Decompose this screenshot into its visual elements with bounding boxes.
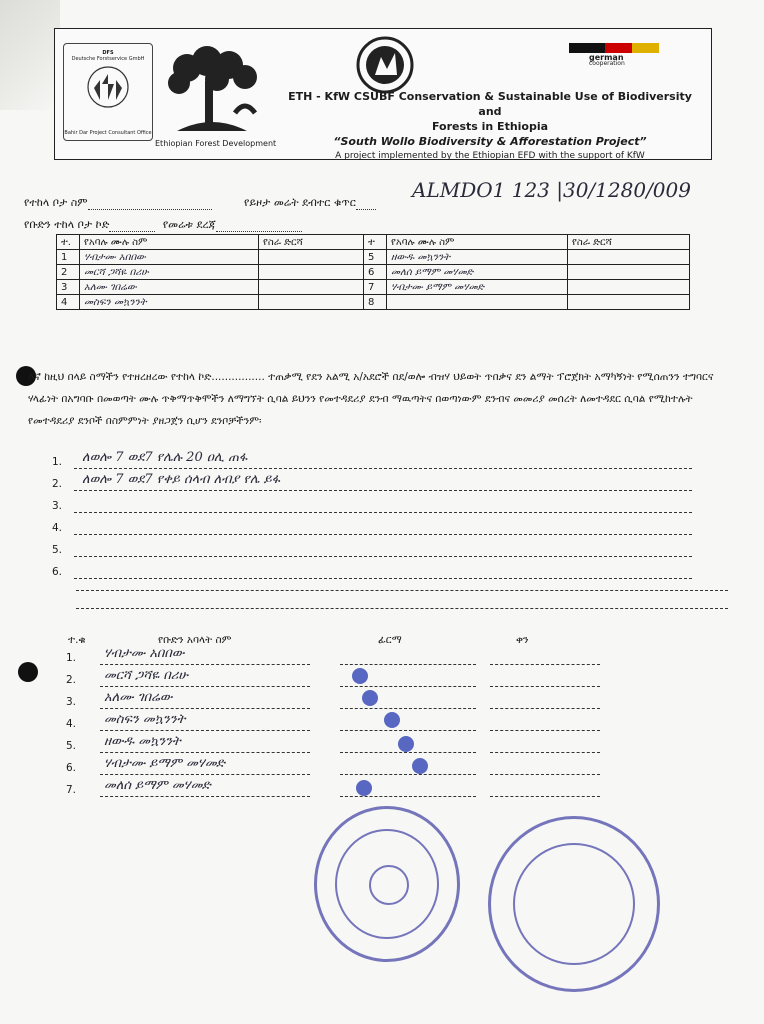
fingerprint-mark xyxy=(362,690,378,706)
col-header-role-left: የስራ ድርሻ xyxy=(259,235,364,250)
list-item-num: 4. xyxy=(52,522,63,534)
register-value: ALMDO1 123 |30/1280/009 xyxy=(412,178,691,202)
member-role xyxy=(259,250,364,265)
rules-list xyxy=(52,452,732,584)
table-row xyxy=(57,265,690,280)
row-num: 4 xyxy=(57,295,80,310)
signature-line xyxy=(340,752,476,753)
title-line3: “South Wollo Biodiversity & Afforestation Project” xyxy=(333,135,647,148)
list-item xyxy=(52,474,732,496)
land-class-label: የመሬቱ ደረጃ xyxy=(162,218,216,231)
list-item-num: 2. xyxy=(52,478,63,490)
list-item-num: 6. xyxy=(52,566,63,578)
row-num: 3 xyxy=(57,280,80,295)
blank-line xyxy=(76,590,728,591)
agreement-paragraph: እኛ ከዚህ በላይ ስማችን የተዘረዘረው የተከላ ኮድ................ ተጠቃሚ የደን አልሚ አ/አደሮች በደ/ወሎ ብዝሃ ህይወት ጥበቃና ደን ልማት ፕሮጀክት አማካኝነት የሚሰጠንን ተግባርና ሃላፊነት በአግባቡ በመወጣት ሙሉ ጥቅማጥቅሞችን ለማግኘት ሲባል ይህንን የመተዳደሪያ ደንብ ማዉጣትና በወጣነውም ደንብና መመሪያ መሰረት ለመተዳደር ሲባል የሚከተሉት የመተዳደሪያ ደንቦች በስምምነት ያዘጋጀን ሲሆን ደንቦቻችንም፡ xyxy=(28,371,714,427)
giz-line2: cooperation xyxy=(589,60,625,67)
site-name-blank xyxy=(88,209,212,210)
list-item-line xyxy=(74,468,692,469)
signature-row-num: 7. xyxy=(66,784,77,796)
date-line xyxy=(490,708,600,709)
signer-name: መስፍን መኳንንት xyxy=(104,712,186,727)
table-row xyxy=(57,250,690,265)
fingerprint-mark xyxy=(384,712,400,728)
date-line xyxy=(490,664,600,665)
site-name-field xyxy=(24,196,212,210)
list-item-num: 1. xyxy=(52,456,63,468)
signature-row xyxy=(66,670,606,690)
project-title xyxy=(280,89,700,164)
group-code-label: የቡድን ተከላ ቦታ ኮድ xyxy=(24,218,110,231)
date-line xyxy=(490,686,600,687)
register-dots xyxy=(356,209,376,210)
dfs-logo xyxy=(63,43,153,141)
row-num: 1 xyxy=(57,250,80,265)
list-item-line xyxy=(74,578,692,579)
efd-tree-logo-icon xyxy=(157,43,267,143)
signature-row xyxy=(66,692,606,712)
member-role xyxy=(568,280,690,295)
col-header-name-left: የአባሉ ሙሉ ስም xyxy=(80,235,259,250)
row-num: 8 xyxy=(364,295,387,310)
fingerprint-mark xyxy=(412,758,428,774)
signature-line xyxy=(340,774,476,775)
blank-line xyxy=(76,608,728,609)
stamp-emblem xyxy=(369,865,409,905)
table-row xyxy=(57,280,690,295)
signature-row-num: 6. xyxy=(66,762,77,774)
giz-flag-bar xyxy=(569,43,659,53)
list-item xyxy=(52,496,732,518)
member-name: ሃብታሙ ይማም መሃመድ xyxy=(387,280,568,295)
signer-name: አለሙ ገበሬው xyxy=(104,690,173,705)
member-role xyxy=(568,295,690,310)
signature-line xyxy=(340,796,476,797)
signer-name: ሃብታሙ አበበው xyxy=(104,646,185,661)
member-name: መለሰ ይማም መሃመድ xyxy=(387,265,568,280)
signature-row xyxy=(66,714,606,734)
table-row xyxy=(57,295,690,310)
signature-row-num: 5. xyxy=(66,740,77,752)
col-header-role-right: የስራ ድርሻ xyxy=(568,235,690,250)
signature-line xyxy=(340,708,476,709)
sign-col-signature: ፊርማ xyxy=(378,634,402,646)
sign-col-name: የቡድን አባላት ስም xyxy=(158,634,232,646)
fingerprint-mark xyxy=(352,668,368,684)
signature-row-num: 3. xyxy=(66,696,77,708)
list-item-num: 3. xyxy=(52,500,63,512)
list-item-text: ለወሎ 7 ወደ7 የቀይ ሰላብ ለብያ የሌ ይፋ xyxy=(82,472,280,487)
signer-name: መርሻ ጋሻዬ በሪሁ xyxy=(104,668,189,683)
title-line2: Forests in Ethiopia xyxy=(431,120,549,133)
sign-col-num: ተ.ቁ xyxy=(68,634,86,646)
group-code-field xyxy=(24,218,302,232)
tree-emblem-icon xyxy=(78,62,138,112)
fingerprint-mark xyxy=(398,736,414,752)
signature-line xyxy=(340,730,476,731)
efd-caption: Ethiopian Forest Development xyxy=(155,139,277,148)
name-line xyxy=(100,730,310,731)
signature-row xyxy=(66,780,606,800)
signature-row xyxy=(66,648,606,668)
dfs-logo-line2: Deutsche Forstservice GmbH xyxy=(71,56,145,62)
signature-row xyxy=(66,758,606,778)
signature-row-num: 2. xyxy=(66,674,77,686)
register-label: የይዞታ መሬት ደብተር ቁጥር xyxy=(244,196,356,209)
land-class-blank xyxy=(216,231,302,232)
col-header-name-right: የአባሉ ሙሉ ስም xyxy=(387,235,568,250)
list-item-line xyxy=(74,512,692,513)
date-line xyxy=(490,730,600,731)
list-item-line xyxy=(74,556,692,557)
member-name: መስፍን መኳንንት xyxy=(80,295,259,310)
page-fold-shadow xyxy=(0,0,60,110)
signer-name: ዘውዱ መኳንንት xyxy=(104,734,181,749)
member-name xyxy=(387,295,568,310)
giz-logo xyxy=(549,43,659,83)
giz-line1: german xyxy=(589,53,624,62)
fingerprint-mark xyxy=(356,780,372,796)
list-item-line xyxy=(74,490,692,491)
date-line xyxy=(490,774,600,775)
member-name: ሃብታሙ አበበው xyxy=(80,250,259,265)
name-line xyxy=(100,708,310,709)
signature-row xyxy=(66,736,606,756)
member-name: መርሻ ጋሻዬ በሪሁ xyxy=(80,265,259,280)
list-item xyxy=(52,562,732,584)
title-line4: A project implemented by the Ethiopian EFD with the support of KfW xyxy=(335,151,645,161)
name-line xyxy=(100,686,310,687)
official-stamp-left xyxy=(314,806,460,962)
member-role xyxy=(568,265,690,280)
name-line xyxy=(100,774,310,775)
official-stamp-right xyxy=(488,816,660,992)
member-name: ዘውዱ መኳንንት xyxy=(387,250,568,265)
dfs-logo-line1: DFS xyxy=(102,50,114,56)
col-header-num-right: ተ xyxy=(364,235,387,250)
title-line1: ETH - KfW CSUBF Conservation & Sustainable Use of Biodiversity and xyxy=(288,90,692,118)
date-line xyxy=(490,752,600,753)
member-role xyxy=(259,265,364,280)
dfs-logo-line3: Bahir Dar Project Consultant Office xyxy=(64,130,152,136)
member-role xyxy=(568,250,690,265)
list-item xyxy=(52,452,732,474)
register-field xyxy=(244,196,376,210)
ethiopia-seal-icon xyxy=(355,35,415,95)
punch-hole xyxy=(18,662,38,682)
row-num: 7 xyxy=(364,280,387,295)
signature-line xyxy=(340,686,476,687)
signer-name: መለሰ ይማም መሃመድ xyxy=(104,778,211,793)
date-line xyxy=(490,796,600,797)
group-code-blank xyxy=(109,231,155,232)
members-table-header xyxy=(57,235,690,250)
row-num: 2 xyxy=(57,265,80,280)
members-table xyxy=(56,234,690,310)
row-num: 5 xyxy=(364,250,387,265)
list-item xyxy=(52,540,732,562)
signature-line xyxy=(340,664,476,665)
signature-row-num: 4. xyxy=(66,718,77,730)
member-role xyxy=(259,280,364,295)
list-item-line xyxy=(74,534,692,535)
member-name: አለሙ ገበሬው xyxy=(80,280,259,295)
col-header-num-left: ተ. xyxy=(57,235,80,250)
list-item xyxy=(52,518,732,540)
name-line xyxy=(100,664,310,665)
sign-col-date: ቀን xyxy=(516,634,529,646)
member-role xyxy=(259,295,364,310)
signer-name: ሃብታሙ ይማም መሃመድ xyxy=(104,756,225,771)
signature-row-num: 1. xyxy=(66,652,77,664)
list-item-num: 5. xyxy=(52,544,63,556)
header-box xyxy=(54,28,712,160)
name-line xyxy=(100,752,310,753)
name-line xyxy=(100,796,310,797)
row-num: 6 xyxy=(364,265,387,280)
list-item-text: ለወሎ 7 ወደ7 የሌሉ 20 ዐሊ ጠፋ xyxy=(82,450,248,465)
stamp-inner-ring xyxy=(513,843,635,965)
site-name-label: የተከላ ቦታ ስም xyxy=(24,196,88,209)
